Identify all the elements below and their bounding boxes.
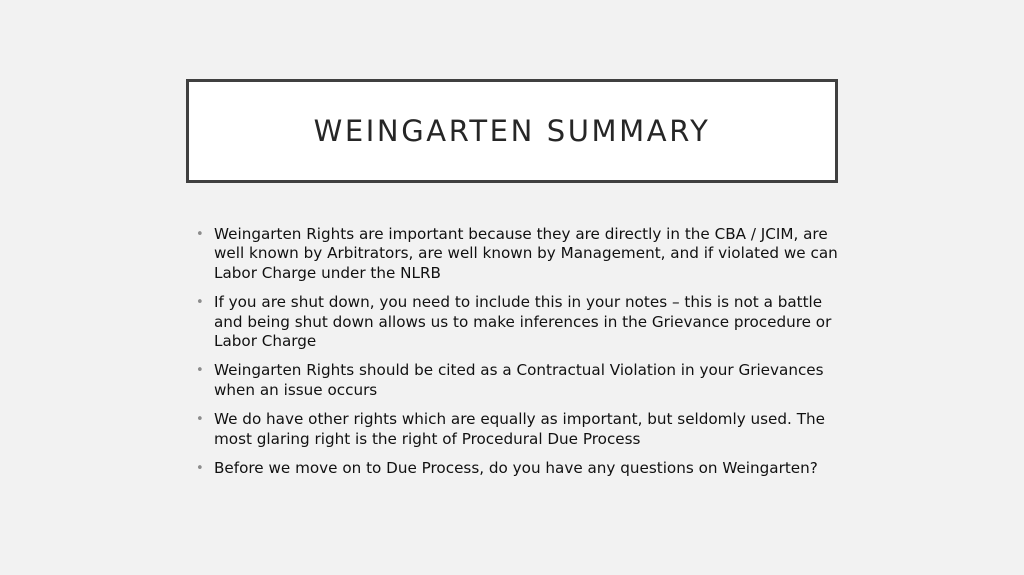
bullet-dot-icon: • [196, 295, 204, 311]
bullet-text: Before we move on to Due Process, do you have any questions on Weingarten? [214, 459, 818, 478]
bullet-text: We do have other rights which are equally as important, but seldomly used. The most glaring right is the right of Procedural Due Process [214, 410, 825, 448]
bullet-dot-icon: • [196, 461, 204, 477]
title-box [186, 79, 838, 183]
bullet-item [196, 410, 846, 449]
bullet-list [196, 225, 846, 488]
bullet-item [196, 293, 846, 351]
bullet-text: If you are shut down, you need to include this in your notes – this is not a battle and being shut down allows us to make inferences in the Grievance procedure or Labor Charge [214, 293, 832, 351]
slide-title: WEINGARTEN SUMMARY [313, 114, 711, 148]
bullet-item [196, 361, 846, 400]
bullet-dot-icon: • [196, 412, 204, 428]
bullet-text: Weingarten Rights should be cited as a Contractual Violation in your Grievances when an issue occurs [214, 361, 824, 399]
bullet-dot-icon: • [196, 363, 204, 379]
bullet-item [196, 225, 846, 283]
bullet-item [196, 459, 846, 478]
bullet-text: Weingarten Rights are important because they are directly in the CBA / JCIM, are well known by Arbitrators, are well known by Management, and if violated we can Labor Charge under the NLRB [214, 225, 838, 282]
bullet-dot-icon: • [196, 227, 204, 242]
